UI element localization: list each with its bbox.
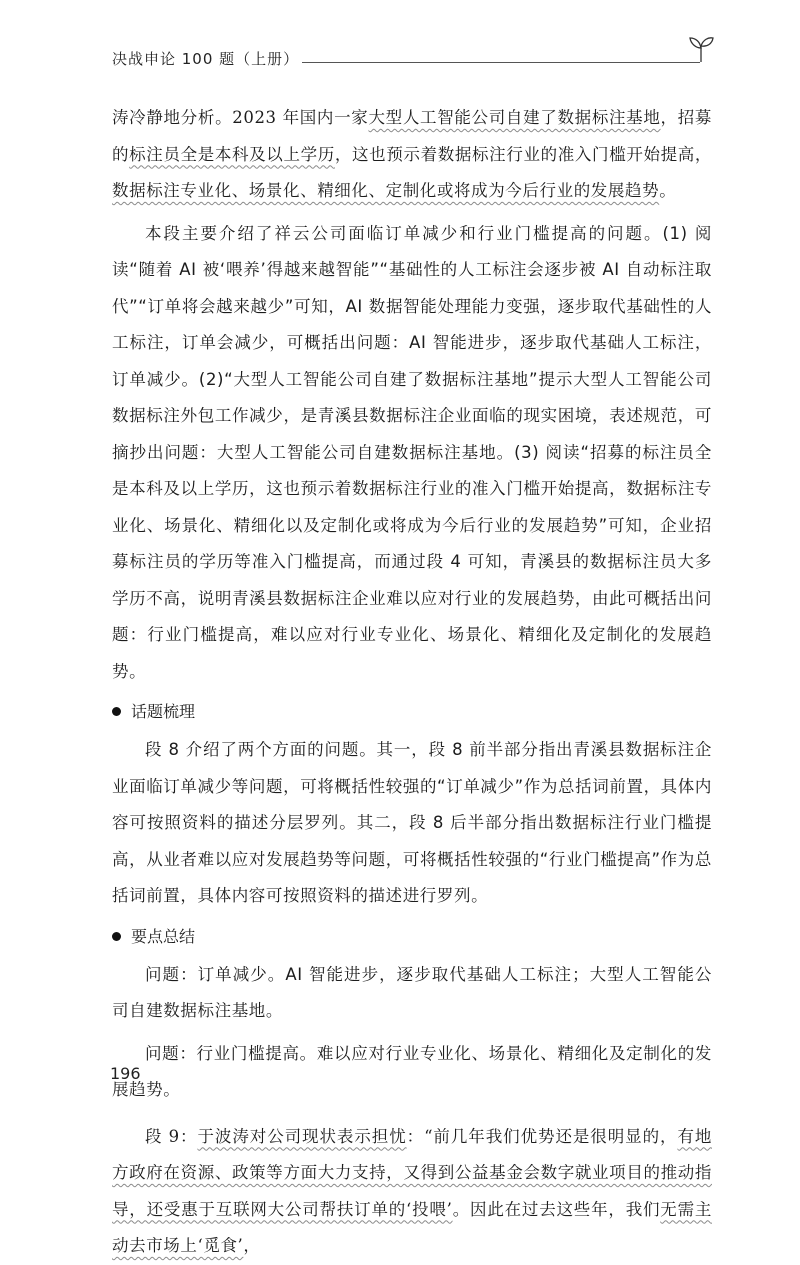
text-run: 涛冷静地分析。2023 年国内一家	[112, 108, 369, 127]
book-title: 决战申论 100 题（上册）	[112, 50, 300, 68]
bullet-icon	[112, 707, 121, 716]
text-run: ，	[243, 1236, 261, 1255]
underlined-run: 有地方政府在资源、政策等方面大力支持，又得到公益基金会数字就业项目的推动指导，还受惠于互联网大公司帮扶订单的‘投喂’	[112, 1126, 712, 1219]
summary-point-2: 问题：行业门槛提高。难以应对行业专业化、场景化、精细化及定制化的发展趋势。	[112, 1043, 712, 1099]
section-heading-summary	[112, 919, 712, 955]
text-run: ，这也预示着数据标注行业的准入门槛开始提高，	[334, 144, 713, 164]
heading-label: 话题梳理	[131, 702, 196, 721]
topic-paragraph: 段 8 介绍了两个方面的问题。其一，段 8 前半部分指出青溪县数据标注企业面临订单减少等问题，可将概括性较强的“订单减少”作为总括词前置，具体内容可按照资料的描述分层罗列。其二，段 8 后半部分指出数据标注行业门槛提高，从业者难以应对发展趋势等问题，可将概括性较强的“行业门槛提高”作为总括词前置，具体内容可按照资料的描述进行罗列。	[112, 740, 712, 905]
underlined-run: 无需主动去市场上‘觅食’	[112, 1199, 712, 1255]
text-run: ，招募的	[112, 108, 713, 164]
summary-point-1: 问题：订单减少。AI 智能进步，逐步取代基础人工标注；大型人工智能公司自建数据标注基地。	[112, 964, 712, 1020]
bullet-icon	[112, 932, 121, 941]
text-run: ：“前几年我们优势还是很明显的，	[406, 1126, 678, 1146]
underlined-run: 于波涛对公司现状表示担忧	[197, 1126, 407, 1146]
heading-label: 要点总结	[131, 926, 196, 946]
page-body	[112, 100, 712, 1265]
header-rule	[302, 62, 700, 63]
underlined-run: 数据标注专业化、场景化、精细化、定制化或将成为今后行业的发展趋势	[112, 181, 660, 200]
analysis-paragraph: 本段主要介绍了祥云公司面临订单减少和行业门槛提高的问题。(1) 阅读“随着 AI 被‘喂养’得越来越智能”“基础性的人工标注会逐步被 AI 自动标注取代”“订单将会越来越少”可知，AI 数据智能处理能力变强，逐步取代基础性的人工标注，订单会减少，可概括出问题：AI 智能进步，逐步取代基础人工标注，订单减少。(2)“大型人工智能公司自建了数据标注基地”提示大型人工智能公司数据标注外包工作减少，是青溪县数据标注企业面临的现实困境，表述规范，可摘抄出问题：大型人工智能公司自建数据标注基地。(3) 阅读“招募的标注员全是本科及以上学历，这也预示着数据标注行业的准入门槛开始提高，数据标注专业化、场景化、精细化以及定制化或将成为今后行业的发展趋势”可知，企业招募标注员的学历等准入门槛提高，而通过段 4 可知，青溪县的数据标注员大多学历不高，说明青溪县数据标注企业难以应对行业的发展趋势，由此可概括出问题：行业门槛提高，难以应对行业专业化、场景化、精细化及定制化的发展趋势。	[112, 223, 712, 681]
material-paragraph-8-end	[112, 100, 712, 210]
sprout-icon	[686, 34, 716, 64]
text-run: 。因此在过去这些年，我们	[452, 1199, 661, 1219]
material-paragraph-9	[112, 1119, 712, 1265]
page-number: 196	[110, 1064, 141, 1083]
page-header	[112, 44, 712, 76]
underlined-run: 大型人工智能公司自建了数据标注基地	[368, 108, 661, 127]
text-run: 段 9：	[145, 1126, 198, 1146]
text-run: 。	[659, 181, 677, 200]
underlined-run: 标注员全是本科及以上学历	[129, 144, 335, 164]
section-heading-topic	[112, 694, 712, 730]
